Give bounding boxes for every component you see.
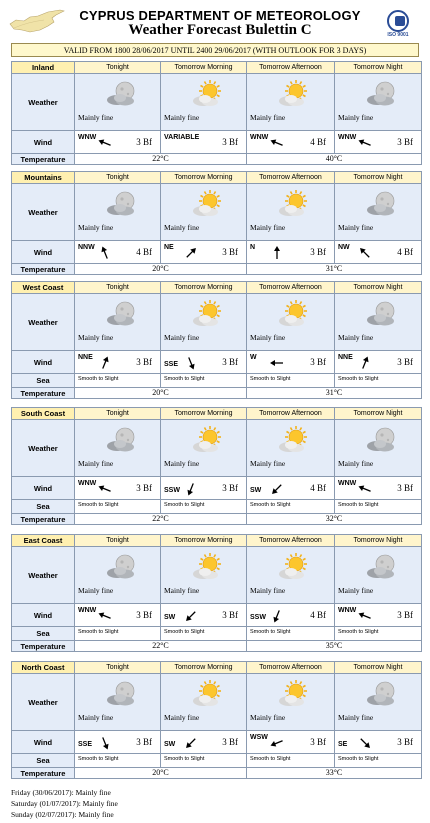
sea-label: Sea [12,627,75,641]
wind-arrow-icon [269,245,285,261]
wind-arrow-icon [269,355,285,371]
period-header: Tomorrow Afternoon [247,535,335,547]
wind-direction: SW [164,614,176,621]
moon-cloud-icon [365,426,399,454]
wind-force: 3 Bf [310,357,326,367]
wind-arrow-icon [357,735,373,751]
sea-cell [75,627,161,641]
period-header: Tomorrow Night [335,408,422,420]
sea-state: Smooth to Slight [338,502,379,508]
forecast-table [11,171,422,275]
wind-direction: NNE [78,354,93,361]
wind-arrow-icon [357,135,373,151]
header [0,0,430,44]
weather-cell [335,420,422,477]
wind-force: 3 Bf [397,357,413,367]
wind-cell [335,477,422,500]
forecast-table [11,534,422,652]
temperature-label: Temperature [12,514,75,525]
wind-cell [161,351,247,374]
wind-direction: SW [164,741,176,748]
weather-cell [247,547,335,604]
temperature-label: Temperature [12,641,75,652]
temperature-value: 40°C [247,154,422,165]
weather-label: Weather [12,674,75,731]
wind-cell [75,604,161,627]
wind-force: 4 Bf [310,137,326,147]
wind-label: Wind [12,477,75,500]
period-header: Tomorrow Night [335,62,422,74]
period-header: Tomorrow Morning [161,282,247,294]
sun-cloud-icon [191,190,225,218]
wind-cell [247,731,335,754]
sun-cloud-icon [191,426,225,454]
wind-force: 4 Bf [310,610,326,620]
weather-cell [75,294,161,351]
wind-arrow-icon [357,481,373,497]
sea-state: Smooth to Slight [164,756,205,762]
wind-label: Wind [12,131,75,154]
sun-cloud-icon [191,553,225,581]
sea-label: Sea [12,374,75,388]
weather-text: Mainly fine [78,113,114,122]
wind-cell [75,351,161,374]
wind-direction: W [250,354,257,361]
weather-label: Weather [12,184,75,241]
sun-cloud-icon [191,300,225,328]
weather-text: Mainly fine [338,333,374,342]
wind-arrow-icon [97,355,113,371]
sea-cell [335,754,422,768]
moon-cloud-icon [105,553,139,581]
wind-arrow-icon [97,245,113,261]
outlook-line: Sunday (02/07/2017): Mainly fine [11,810,114,819]
region-name: Mountains [12,172,75,184]
wind-cell [335,241,422,264]
weather-text: Mainly fine [78,459,114,468]
sea-cell [247,374,335,388]
period-header: Tonight [75,408,161,420]
wind-arrow-icon [269,735,285,751]
region-block [11,61,421,165]
wind-force: 3 Bf [136,737,152,747]
temperature-value: 20°C [75,768,247,779]
period-header: Tomorrow Morning [161,535,247,547]
moon-cloud-icon [105,80,139,108]
wind-arrow-icon [269,135,285,151]
weather-text: Mainly fine [338,113,374,122]
sea-cell [247,627,335,641]
sea-state: Smooth to Slight [78,756,119,762]
wind-force: 4 Bf [136,247,152,257]
wind-direction: WNW [78,607,97,614]
region-name: North Coast [12,662,75,674]
weather-cell [247,184,335,241]
period-header: Tomorrow Morning [161,408,247,420]
wind-direction: VARIABLE [164,134,200,141]
weather-cell [161,184,247,241]
weather-text: Mainly fine [250,333,286,342]
period-header: Tomorrow Night [335,535,422,547]
weather-cell [161,547,247,604]
sea-cell [247,500,335,514]
weather-label: Weather [12,547,75,604]
wind-force: 4 Bf [397,247,413,257]
wind-direction: NW [338,244,350,251]
wind-force: 3 Bf [310,247,326,257]
period-header: Tomorrow Afternoon [247,282,335,294]
period-header: Tomorrow Morning [161,172,247,184]
temperature-value: 20°C [75,388,247,399]
sea-label: Sea [12,500,75,514]
weather-text: Mainly fine [338,223,374,232]
wind-cell [75,731,161,754]
wind-force: 3 Bf [397,610,413,620]
wind-cell [161,241,247,264]
wind-arrow-icon [97,481,113,497]
weather-cell [247,674,335,731]
weather-text: Mainly fine [250,713,286,722]
moon-cloud-icon [365,190,399,218]
region-block [11,534,421,652]
temperature-value: 22°C [75,641,247,652]
wind-cell [247,351,335,374]
wind-arrow-icon [269,481,285,497]
sea-state: Smooth to Slight [250,629,291,635]
sea-cell [161,627,247,641]
wind-direction: SW [250,487,262,494]
wind-force: 3 Bf [310,737,326,747]
wind-force: 3 Bf [136,137,152,147]
moon-cloud-icon [105,426,139,454]
weather-text: Mainly fine [78,586,114,595]
sea-cell [161,500,247,514]
weather-cell [335,294,422,351]
wind-cell [161,731,247,754]
period-header: Tomorrow Night [335,662,422,674]
wind-cell [335,131,422,154]
temperature-label: Temperature [12,388,75,399]
wind-direction: SSE [164,361,179,368]
cyprus-map-icon [8,8,66,34]
sea-state: Smooth to Slight [338,629,379,635]
period-header: Tomorrow Afternoon [247,62,335,74]
temperature-value: 32°C [247,514,422,525]
sea-label: Sea [12,754,75,768]
weather-label: Weather [12,74,75,131]
wind-cell [75,131,161,154]
sea-state: Smooth to Slight [164,629,205,635]
wind-force: 3 Bf [397,737,413,747]
wind-force: 3 Bf [222,357,238,367]
wind-direction: NNE [338,354,353,361]
weather-cell [75,420,161,477]
wind-force: 3 Bf [222,737,238,747]
weather-label: Weather [12,294,75,351]
wind-force: 3 Bf [136,357,152,367]
temperature-label: Temperature [12,264,75,275]
wind-cell [161,131,247,154]
sun-cloud-icon [191,680,225,708]
weather-cell [335,74,422,131]
wind-direction: SE [338,741,348,748]
weather-text: Mainly fine [250,459,286,468]
period-header: Tonight [75,172,161,184]
weather-text: Mainly fine [164,223,200,232]
weather-cell [75,547,161,604]
weather-cell [335,674,422,731]
sea-state: Smooth to Slight [78,629,119,635]
department-title: CYPRUS DEPARTMENT OF METEOROLOGY [79,8,361,23]
wind-force: 3 Bf [136,483,152,493]
sea-cell [161,374,247,388]
wind-direction: SSW [164,487,180,494]
wind-force: 3 Bf [222,137,238,147]
moon-cloud-icon [365,300,399,328]
sea-state: Smooth to Slight [78,502,119,508]
wind-direction: WNW [338,480,357,487]
temperature-label: Temperature [12,768,75,779]
outlook-line: Friday (30/06/2017): Mainly fine [11,788,111,797]
wind-cell [161,604,247,627]
weather-cell [335,184,422,241]
weather-label: Weather [12,420,75,477]
wind-force: 3 Bf [136,610,152,620]
wind-direction: SSW [250,614,266,621]
temperature-value: 35°C [247,641,422,652]
sea-cell [161,754,247,768]
weather-cell [335,547,422,604]
sun-cloud-icon [277,553,311,581]
sea-state: Smooth to Slight [250,376,291,382]
weather-cell [247,74,335,131]
sea-cell [335,627,422,641]
wind-arrow-icon [357,355,373,371]
weather-text: Mainly fine [164,333,200,342]
wind-label: Wind [12,241,75,264]
wind-cell [75,477,161,500]
region-block [11,171,421,275]
weather-cell [161,294,247,351]
weather-cell [75,74,161,131]
weather-text: Mainly fine [164,586,200,595]
sea-state: Smooth to Slight [250,502,291,508]
wind-cell [247,131,335,154]
forecast-table [11,281,422,399]
period-header: Tomorrow Afternoon [247,662,335,674]
wind-force: 3 Bf [397,137,413,147]
period-header: Tomorrow Morning [161,662,247,674]
temperature-value: 22°C [75,154,247,165]
sea-state: Smooth to Slight [78,376,119,382]
outlook-line: Saturday (01/07/2017): Mainly fine [11,799,118,808]
weather-text: Mainly fine [78,333,114,342]
period-header: Tonight [75,535,161,547]
moon-cloud-icon [365,80,399,108]
wind-cell [247,477,335,500]
sea-state: Smooth to Slight [164,502,205,508]
region-name: East Coast [12,535,75,547]
period-header: Tomorrow Night [335,282,422,294]
sea-cell [75,500,161,514]
wind-direction: NE [164,244,174,251]
wind-arrow-icon [357,245,373,261]
iso-logo: ISO 9001 [384,10,412,40]
period-header: Tonight [75,282,161,294]
sea-state: Smooth to Slight [338,756,379,762]
wind-arrow-icon [183,735,199,751]
region-block [11,661,421,779]
wind-arrow-icon [183,608,199,624]
moon-cloud-icon [105,680,139,708]
sun-cloud-icon [277,190,311,218]
wind-arrow-icon [97,608,113,624]
wind-label: Wind [12,351,75,374]
weather-cell [161,74,247,131]
wind-direction: NNW [78,244,95,251]
region-name: South Coast [12,408,75,420]
weather-text: Mainly fine [338,586,374,595]
region-name: Inland [12,62,75,74]
wind-cell [75,241,161,264]
weather-text: Mainly fine [338,459,374,468]
wind-arrow-icon [357,608,373,624]
weather-text: Mainly fine [78,223,114,232]
weather-text: Mainly fine [164,713,200,722]
period-header: Tomorrow Afternoon [247,172,335,184]
forecast-table [11,661,422,779]
moon-cloud-icon [365,553,399,581]
wind-direction: WSW [250,734,268,741]
bulletin-title: Weather Forecast Bulettin C [128,22,312,38]
weather-text: Mainly fine [164,459,200,468]
weather-cell [247,420,335,477]
wind-force: 3 Bf [222,610,238,620]
period-header: Tonight [75,62,161,74]
wind-arrow-icon [183,481,199,497]
wind-direction: SSE [78,741,93,748]
sun-cloud-icon [277,80,311,108]
wind-direction: WNW [250,134,269,141]
sea-state: Smooth to Slight [164,376,205,382]
wind-force: 4 Bf [310,483,326,493]
sea-cell [335,374,422,388]
region-block [11,407,421,525]
moon-cloud-icon [105,300,139,328]
sun-cloud-icon [277,426,311,454]
wind-force: 3 Bf [222,483,238,493]
sun-cloud-icon [277,680,311,708]
forecast-table [11,61,422,165]
wind-arrow-icon [183,245,199,261]
wind-cell [247,604,335,627]
wind-arrow-icon [97,135,113,151]
period-header: Tomorrow Afternoon [247,408,335,420]
temperature-value: 22°C [75,514,247,525]
sea-state: Smooth to Slight [338,376,379,382]
wind-direction: WNW [338,607,357,614]
wind-cell [335,604,422,627]
wind-label: Wind [12,604,75,627]
period-header: Tonight [75,662,161,674]
wind-force: 3 Bf [397,483,413,493]
moon-cloud-icon [105,190,139,218]
wind-direction: WNW [78,480,97,487]
wind-direction: WNW [338,134,357,141]
forecast-table [11,407,422,525]
sea-cell [75,754,161,768]
wind-arrow-icon [183,355,199,371]
weather-cell [75,674,161,731]
sea-cell [335,500,422,514]
period-header: Tomorrow Morning [161,62,247,74]
weather-cell [161,674,247,731]
wind-cell [335,731,422,754]
wind-direction: WNW [78,134,97,141]
weather-text: Mainly fine [250,113,286,122]
wind-arrow-icon [269,608,285,624]
weather-cell [75,184,161,241]
wind-direction: N [250,244,256,251]
validity-bar: VALID FROM 1800 28/06/2017 UNTIL 2400 29/06/2017 (WITH OUTLOOK FOR 3 DAYS) [11,43,419,57]
wind-cell [335,351,422,374]
temperature-label: Temperature [12,154,75,165]
wind-cell [161,477,247,500]
sea-state: Smooth to Slight [250,756,291,762]
wind-cell [247,241,335,264]
sea-cell [75,374,161,388]
sea-cell [247,754,335,768]
wind-arrow-icon [97,735,113,751]
weather-cell [161,420,247,477]
outlook [11,787,118,820]
weather-text: Mainly fine [250,223,286,232]
period-header: Tomorrow Night [335,172,422,184]
region-name: West Coast [12,282,75,294]
weather-cell [247,294,335,351]
wind-force: 3 Bf [222,247,238,257]
moon-cloud-icon [365,680,399,708]
wind-label: Wind [12,731,75,754]
temperature-value: 20°C [75,264,247,275]
weather-text: Mainly fine [164,113,200,122]
sun-cloud-icon [277,300,311,328]
weather-text: Mainly fine [338,713,374,722]
weather-text: Mainly fine [78,713,114,722]
region-block [11,281,421,399]
temperature-value: 33°C [247,768,422,779]
weather-text: Mainly fine [250,586,286,595]
temperature-value: 31°C [247,388,422,399]
temperature-value: 31°C [247,264,422,275]
sun-cloud-icon [191,80,225,108]
